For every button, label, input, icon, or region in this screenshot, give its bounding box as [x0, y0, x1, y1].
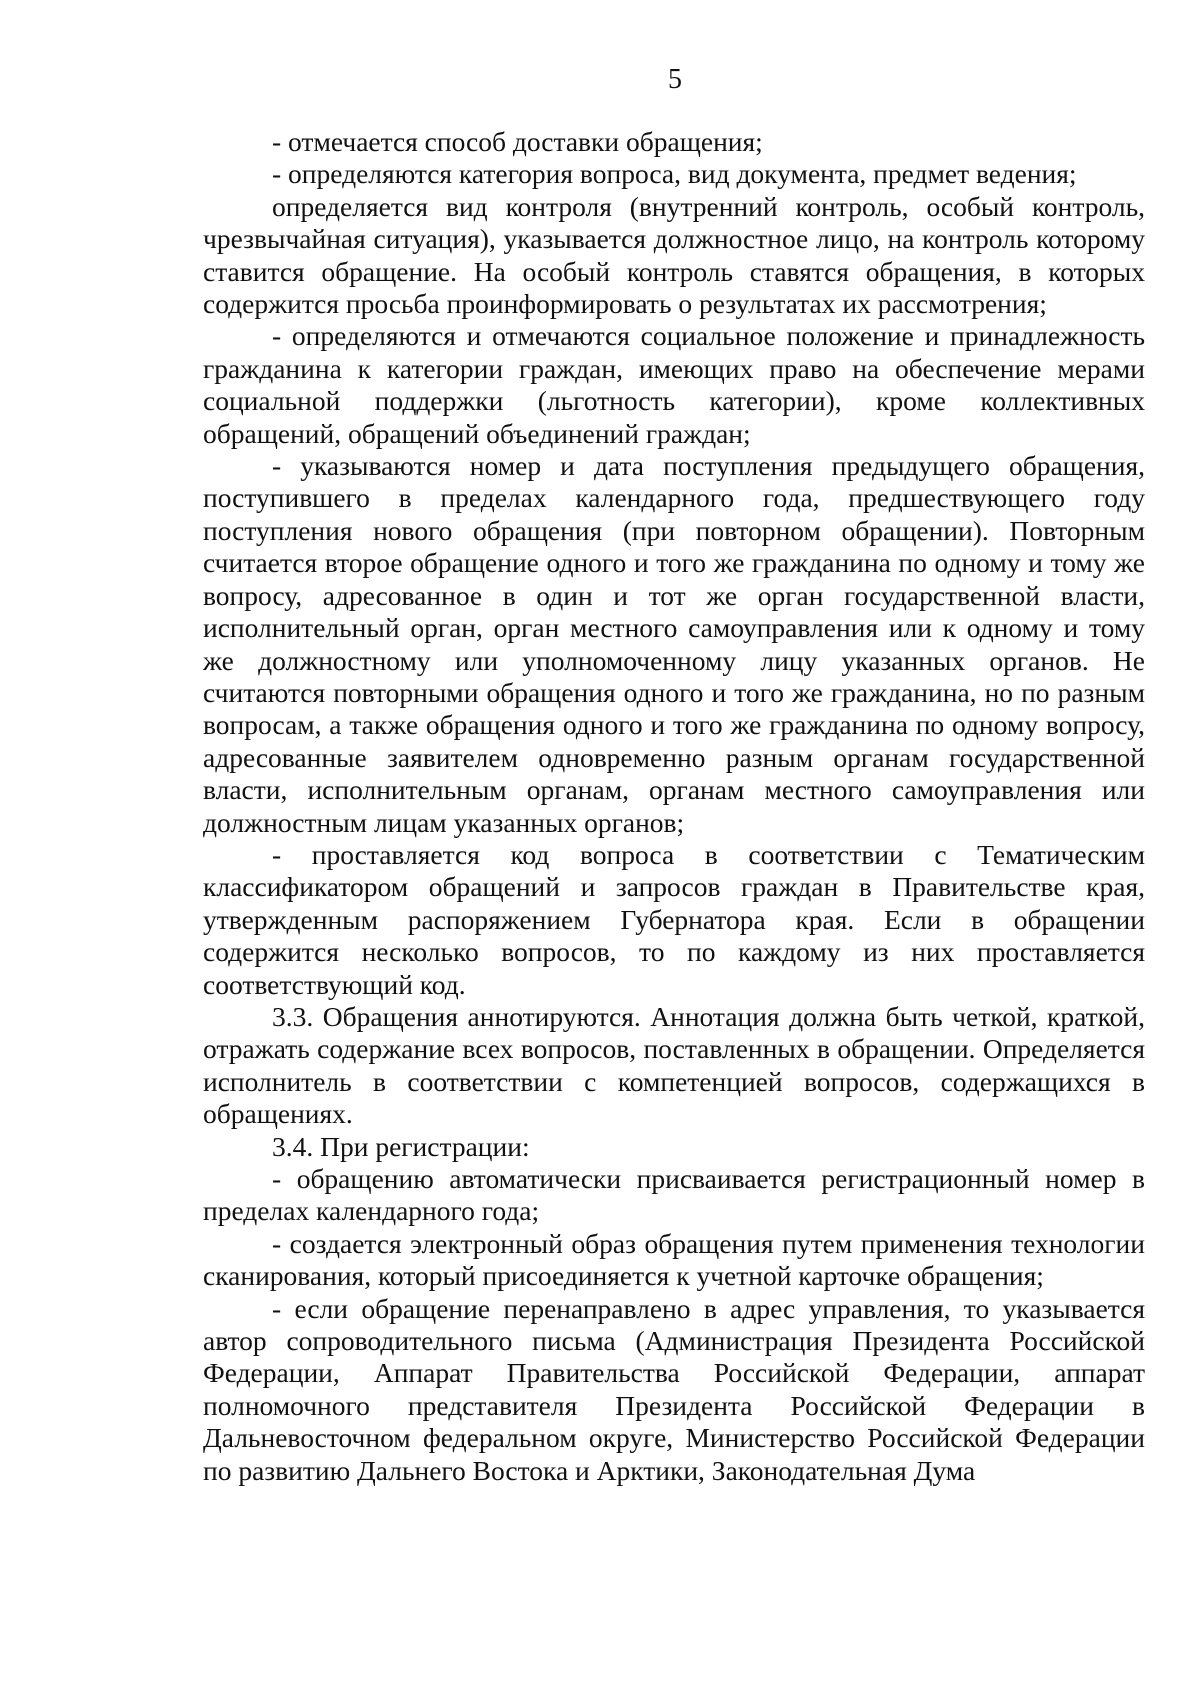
page-number: 5 — [668, 64, 682, 95]
paragraph-social-status: - определяются и отмечаются социальное положение и принадлежность гражданина к категории граждан, имеющих право на обеспечение мерами социальной поддержки (льготность категории), кроме коллективных обращений, обращений объединений граждан; — [203, 320, 1145, 449]
paragraph-section-3-3: 3.3. Обращения аннотируются. Аннотация должна быть четкой, краткой, отражать содержание всех вопросов, поставленных в обращении. Определяется исполнитель в соответствии с компетенцией вопросов, содержащихся в обращениях. — [203, 1000, 1145, 1130]
paragraph-previous-appeal: - указываются номер и дата поступления предыдущего обращения, поступившего в пределах календарного года, предшествующего году поступления нового обращения (при повторном обращении). Повторным считается второе обращение одного и того же гражданина по одному и тому же вопросу, адресованное в один и тот же орган государственной власти, исполнительный орган, орган местного самоуправления или к одному и тому же должностному или уполномоченному лицу указанных органов. Не считаются повторными обращения одного и того же гражданина, но по разным вопросам, а также обращения одного и того же гражданина по одному вопросу, адресованные заявителем одновременно разным органам государственной власти, исполнительным органам, органам местного самоуправления или должностным лицам указанных органов; — [203, 450, 1145, 838]
paragraph-registration-number: - обращению автоматически присваивается регистрационный номер в пределах календарного года; — [203, 1163, 1145, 1227]
paragraph-cover-letter-author: - если обращение перенаправлено в адрес управления, то указывается автор сопроводительного письма (Администрация Президента Российской Федерации, Аппарат Правительства Российской Федерации, аппарат полномочного представителя Президента Российской Федерации в Дальневосточном федеральном округе, Министерство Российской Федерации по развитию Дальнего Востока и Арктики, Законодательная Дума — [203, 1292, 1145, 1486]
paragraph-question-category: - определяются категория вопроса, вид документа, предмет ведения; — [272, 158, 1077, 190]
paragraph-delivery-method: - отмечается способ доставки обращения; — [272, 126, 763, 157]
paragraph-section-3-4: 3.4. При регистрации: — [272, 1130, 530, 1162]
paragraph-electronic-image: - создается электронный образ обращения путем применения технологии сканирования, который присоединяется к учетной карточке обращения; — [203, 1227, 1145, 1292]
document-body — [203, 126, 1145, 1487]
paragraph-question-code: - проставляется код вопроса в соответствии с Тематическим классификатором обращений и запросов граждан в Правительстве края, утвержденным распоряжением Губернатора края. Если в обращении содержится несколько вопросов, то по каждому из них проставляется соответствующий код. — [203, 838, 1145, 1000]
paragraph-control-type: определяется вид контроля (внутренний контроль, особый контроль, чрезвычайная ситуация), указывается должностное лицо, на контроль которому ставится обращение. На особый контроль ставятся обращения, в которых содержится просьба проинформировать о результатах их рассмотрения; — [203, 190, 1145, 320]
